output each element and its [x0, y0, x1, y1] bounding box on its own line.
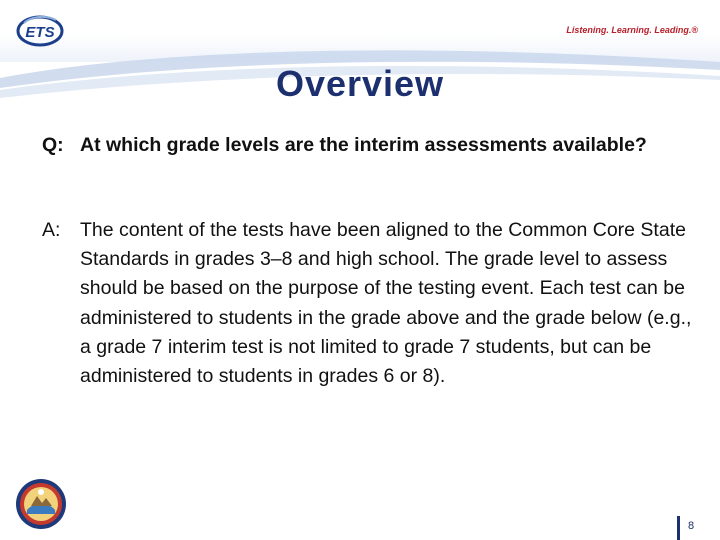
answer-marker: A: — [42, 219, 61, 241]
slide-title: Overview — [275, 63, 445, 104]
answer-block — [42, 216, 692, 391]
question-block — [42, 130, 682, 160]
page-number: 8 — [688, 520, 695, 532]
answer-text: The content of the tests have been aligned to the Common Core State Standards in grades 3–8 and high school. The grade level to assess should be based on the purpose of the testing event. Each test can be administered to students in the grade above and the grade below (e.g., a grade 7 interim test is not limited to grade 7 students, but can be administered to students in grades 6 or 8). — [80, 219, 692, 388]
question-marker: Q: — [42, 134, 64, 156]
page-number-rule — [677, 516, 680, 540]
tagline: Listening. Learning. Leading.® — [566, 25, 698, 35]
state-seal-icon — [15, 478, 67, 530]
ets-logo-text: ETS — [25, 24, 55, 41]
question-text: At which grade levels are the interim assessments available? — [80, 134, 647, 156]
ets-logo — [16, 14, 66, 48]
